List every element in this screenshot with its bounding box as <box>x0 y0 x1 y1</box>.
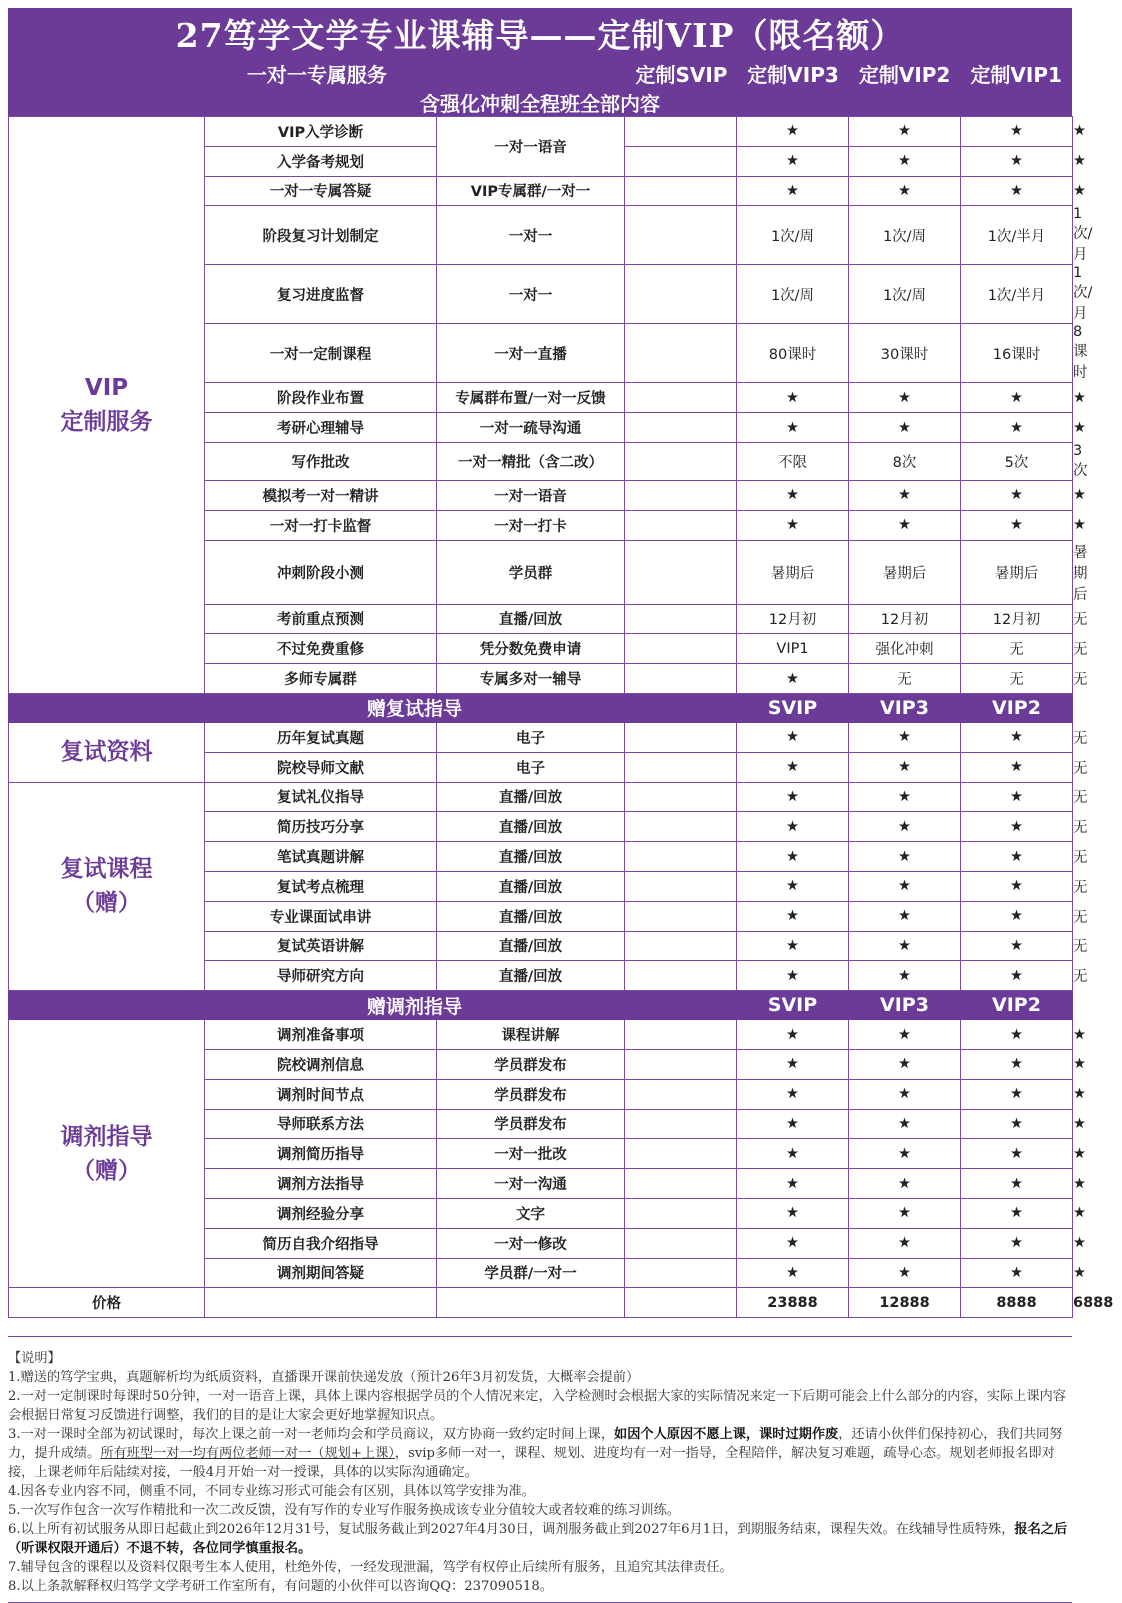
tier-vip3-header: 定制VIP3 <box>747 62 839 87</box>
delivery-mode: 直播/回放 <box>437 604 625 634</box>
table-row: 考研心理辅导 一对一疏导沟通 ★ ★ ★ ★ <box>9 413 1073 443</box>
tier-value: 12月初 <box>961 604 1073 634</box>
service-item: 不过免费重修 <box>205 634 437 664</box>
table-row: 不过免费重修 凭分数免费申请 VIP1 强化冲刺 无 无 <box>9 634 1073 664</box>
table-row: 调剂简历指导 一对一批改 ★ ★ ★ ★ <box>9 1139 1073 1169</box>
tier-value: ★ <box>849 1198 961 1228</box>
tier-svip-header: 定制SVIP <box>635 62 728 87</box>
blank-cell <box>437 1288 625 1318</box>
table-row: 调剂指导 （赠） 调剂准备事项 课程讲解 ★ ★ ★ ★ <box>9 1020 1073 1050</box>
table-row: 调剂经验分享 文字 ★ ★ ★ ★ <box>9 1198 1073 1228</box>
service-item: 阶段作业布置 <box>205 383 437 413</box>
tier-value: ★ <box>849 1079 961 1109</box>
blank-cell <box>625 510 737 540</box>
tier-value: ★ <box>849 722 961 752</box>
service-item: 阶段复习计划制定 <box>205 206 437 265</box>
category-line: （赠） <box>72 1157 141 1184</box>
note-item: 4.因各专业内容不同，侧重不同，不同专业练习形式可能会有区别，具体以笃学安排为准。 <box>8 1484 535 1500</box>
category-label <box>9 1020 205 1288</box>
tier-value: ★ <box>737 1109 849 1139</box>
delivery-mode: 一对一语音 <box>437 480 625 510</box>
table-row: 冲刺阶段小测 学员群 暑期后 暑期后 暑期后 暑期后 <box>9 540 1073 604</box>
delivery-mode: 学员群发布 <box>437 1079 625 1109</box>
tier-value: ★ <box>961 146 1073 176</box>
table-row: 调剂方法指导 一对一沟通 ★ ★ ★ ★ <box>9 1169 1073 1199</box>
delivery-mode: 直播/回放 <box>437 812 625 842</box>
tier-value: ★ <box>737 961 849 991</box>
category-line: （赠） <box>72 890 141 917</box>
tier-value: ★ <box>961 383 1073 413</box>
blank-cell <box>625 324 737 383</box>
delivery-mode: 电子 <box>437 722 625 752</box>
category-label <box>9 117 205 694</box>
note-item <box>8 1520 1072 1558</box>
note-text: 3.一对一课时全部为初试课时，每次上课之前一对一老师均会和学员商议，双方协商一致约定时间上课， <box>8 1427 615 1443</box>
band-tier-label: VIP3 <box>849 693 961 722</box>
tier-value: ★ <box>849 176 961 206</box>
tier-value: ★ <box>849 1109 961 1139</box>
note-emphasis: 报名之后（听课权限开通后）不退不转，各位同学慎重报名。 <box>8 1522 1068 1557</box>
note-text: ，还请小伙伴们保持初心，我们共同努力，提升成绩。 <box>8 1427 1063 1462</box>
service-item: 调剂方法指导 <box>205 1169 437 1199</box>
category-line: 复试资料 <box>60 739 153 766</box>
service-item: 笔试真题讲解 <box>205 842 437 872</box>
service-item: 复试考点梳理 <box>205 871 437 901</box>
pricing-sheet <box>8 8 1122 1603</box>
service-item: 调剂期间答疑 <box>205 1258 437 1288</box>
note-emphasis: 如因个人原因不愿上课，课时过期作废 <box>614 1427 839 1443</box>
delivery-mode: 一对一语音 <box>437 117 625 177</box>
tier-value: 5次 <box>961 442 1073 480</box>
tier-vip2-header: 定制VIP2 <box>858 62 951 87</box>
table-row: 写作批改 一对一精批（含二改） 不限 8次 5次 3次 <box>9 442 1073 480</box>
tier-value: ★ <box>849 1020 961 1050</box>
delivery-mode: VIP专属群/一对一 <box>437 176 625 206</box>
blank-cell <box>625 1109 737 1139</box>
band-tier-label: SVIP <box>737 991 849 1020</box>
delivery-mode: 一对一批改 <box>437 1139 625 1169</box>
table-row: 专业课面试串讲 直播/回放 ★ ★ ★ 无 <box>9 901 1073 931</box>
band-tier-label: VIP2 <box>961 693 1073 722</box>
table-row: 复试资料 历年复试真题 电子 ★ ★ ★ 无 <box>9 722 1073 752</box>
tier-value: ★ <box>737 117 849 147</box>
blank-cell <box>625 871 737 901</box>
blank-cell <box>625 1198 737 1228</box>
tier-value: ★ <box>737 383 849 413</box>
tier-value: ★ <box>961 1198 1073 1228</box>
tier-value: ★ <box>961 901 1073 931</box>
tier-value: ★ <box>737 1139 849 1169</box>
band-tier-label: VIP3 <box>849 991 961 1020</box>
category-line: 复试课程 <box>60 856 153 883</box>
tier-value: ★ <box>737 510 849 540</box>
delivery-mode: 学员群 <box>437 540 625 604</box>
note-item: 7.辅导包含的课程以及资料仅限考生本人使用，杜绝外传，一经发现泄漏，笃学有权停止后续所有服务，且追究其法律责任。 <box>8 1560 733 1576</box>
blank-cell <box>625 664 737 694</box>
tier-value: ★ <box>961 871 1073 901</box>
band-spacer <box>9 693 205 722</box>
price-row: 价格 23888 12888 8888 6888 <box>9 1288 1073 1318</box>
tier-value: ★ <box>849 383 961 413</box>
service-item: 复试礼仪指导 <box>205 782 437 812</box>
tier-value: ★ <box>961 117 1073 147</box>
note-item: 2.一对一定制课时每课时50分钟，一对一语音上课，具体上课内容根据学员的个人情况来定，入学检测时会根据大家的实际情况来定一下后期可能会上什么部分的内容，实际上课内容会根据日常复习反馈进行调整，我们的目的是让大家会更好地掌握知识点。 <box>8 1389 1066 1424</box>
delivery-mode: 直播/回放 <box>437 842 625 872</box>
section-band: 赠复试指导 SVIP VIP3 VIP2 VIP1 <box>9 693 1073 722</box>
table-row: 简历技巧分享 直播/回放 ★ ★ ★ 无 <box>9 812 1073 842</box>
table-row: 院校调剂信息 学员群发布 ★ ★ ★ ★ <box>9 1049 1073 1079</box>
service-item: 多师专属群 <box>205 664 437 694</box>
service-item: 调剂简历指导 <box>205 1139 437 1169</box>
tier-value: ★ <box>849 146 961 176</box>
tier-value: ★ <box>849 1228 961 1258</box>
tier-value: ★ <box>737 413 849 443</box>
price-value: 23888 <box>737 1288 849 1318</box>
blank-cell <box>625 1020 737 1050</box>
blank-cell <box>625 1049 737 1079</box>
tier-value: ★ <box>961 1079 1073 1109</box>
band-tier-label: SVIP <box>737 693 849 722</box>
delivery-mode: 一对一修改 <box>437 1228 625 1258</box>
delivery-mode: 直播/回放 <box>437 871 625 901</box>
table-row: 院校导师文献 电子 ★ ★ ★ 无 <box>9 752 1073 782</box>
tier-value: ★ <box>961 931 1073 961</box>
tier-value: 暑期后 <box>961 540 1073 604</box>
tier-value: ★ <box>961 842 1073 872</box>
table-row: 笔试真题讲解 直播/回放 ★ ★ ★ 无 <box>9 842 1073 872</box>
service-item: 写作批改 <box>205 442 437 480</box>
table-row: 复试考点梳理 直播/回放 ★ ★ ★ 无 <box>9 871 1073 901</box>
tier-value: 无 <box>961 664 1073 694</box>
tier-value: ★ <box>737 480 849 510</box>
tier-value: ★ <box>737 931 849 961</box>
blank-cell <box>625 176 737 206</box>
note-item: 8.以上条款解释权归笃学文学考研工作室所有，有问题的小伙伴可以咨询QQ：237090518。 <box>8 1579 553 1595</box>
tier-value: 1次/半月 <box>961 265 1073 324</box>
table-row: VIP 定制服务 VIP入学诊断 一对一语音 ★ ★ ★ ★ <box>9 117 1073 147</box>
delivery-mode: 学员群发布 <box>437 1049 625 1079</box>
tier-value: 无 <box>849 664 961 694</box>
delivery-mode: 文字 <box>437 1198 625 1228</box>
table-row: 多师专属群 专属多对一辅导 ★ 无 无 无 <box>9 664 1073 694</box>
tier-value: 暑期后 <box>737 540 849 604</box>
tier-value: ★ <box>849 842 961 872</box>
tier-value: 1次/周 <box>849 206 961 265</box>
tier-value: ★ <box>737 1049 849 1079</box>
blank-cell <box>625 1139 737 1169</box>
note-text: ，svip多师一对一，课程、规划、进度均有一对一指导，全程陪伴，解决复习难题，疏导心态。规划老师报名即对接，上课老师年后陆续对接，一般4月开始一对一授课，具体的以实际沟通确定。 <box>8 1446 1055 1481</box>
blank-cell <box>625 931 737 961</box>
band-label: 赠复试指导 <box>205 693 625 722</box>
service-item: 导师研究方向 <box>205 961 437 991</box>
blank-cell <box>205 1288 437 1318</box>
table-row: 阶段作业布置 专属群布置/一对一反馈 ★ ★ ★ ★ <box>9 383 1073 413</box>
service-item: 考研心理辅导 <box>205 413 437 443</box>
tier-value: 8次 <box>849 442 961 480</box>
service-item: 历年复试真题 <box>205 722 437 752</box>
service-item: 调剂时间节点 <box>205 1079 437 1109</box>
delivery-mode: 一对一 <box>437 265 625 324</box>
service-item: 冲刺阶段小测 <box>205 540 437 604</box>
tier-value: ★ <box>961 413 1073 443</box>
table-row: 一对一打卡监督 一对一打卡 ★ ★ ★ ★ <box>9 510 1073 540</box>
blank-cell <box>625 782 737 812</box>
service-item: 入学备考规划 <box>205 146 437 176</box>
notes-heading: 【说明】 <box>8 1351 61 1367</box>
blank-cell <box>625 265 737 324</box>
category-line: 定制服务 <box>60 408 153 435</box>
category-line: VIP <box>84 374 129 401</box>
tier-value: 12月初 <box>737 604 849 634</box>
service-item: 模拟考一对一精讲 <box>205 480 437 510</box>
blank-cell <box>625 383 737 413</box>
tier-value: ★ <box>737 1169 849 1199</box>
blank-cell <box>625 842 737 872</box>
note-item: 5.一次写作包含一次写作精批和一次二改反馈，没有写作的专业写作服务换成该专业分值较大或者较难的练习训练。 <box>8 1503 680 1519</box>
category-label <box>9 722 205 782</box>
table-row: 阶段复习计划制定 一对一 1次/周 1次/周 1次/半月 1次/月 <box>9 206 1073 265</box>
service-item: 考前重点预测 <box>205 604 437 634</box>
table-row: 模拟考一对一精讲 一对一语音 ★ ★ ★ ★ <box>9 480 1073 510</box>
band-spacer <box>9 991 205 1020</box>
note-underline: 所有班型一对一均有两位老师一对一（规划+上课） <box>100 1446 395 1462</box>
tier-value: ★ <box>961 1228 1073 1258</box>
tier-value: ★ <box>961 1169 1073 1199</box>
tier-value: 不限 <box>737 442 849 480</box>
delivery-mode: 直播/回放 <box>437 961 625 991</box>
terms-notes <box>8 1336 1072 1603</box>
tier-value: ★ <box>737 812 849 842</box>
price-value: 12888 <box>849 1288 961 1318</box>
page-title: 27笃学文学专业课辅导——定制VIP（限名额） <box>175 15 905 55</box>
service-item: 专业课面试串讲 <box>205 901 437 931</box>
note-item <box>8 1425 1072 1482</box>
tier-value: ★ <box>737 664 849 694</box>
delivery-mode: 直播/回放 <box>437 782 625 812</box>
service-label: 一对一专属服务 <box>246 62 387 87</box>
tier-value: ★ <box>737 871 849 901</box>
service-item: 一对一专属答疑 <box>205 176 437 206</box>
tier-value: 无 <box>961 634 1073 664</box>
tier-value: ★ <box>737 1020 849 1050</box>
tier-value: ★ <box>849 1139 961 1169</box>
delivery-mode: 一对一 <box>437 206 625 265</box>
table-row: 调剂期间答疑 学员群/一对一 ★ ★ ★ ★ <box>9 1258 1073 1288</box>
delivery-mode: 直播/回放 <box>437 931 625 961</box>
blank-cell <box>625 480 737 510</box>
tier-value: ★ <box>849 1049 961 1079</box>
tier-value: 暑期后 <box>849 540 961 604</box>
tier-value: ★ <box>849 931 961 961</box>
delivery-mode: 课程讲解 <box>437 1020 625 1050</box>
tier-value: ★ <box>849 117 961 147</box>
tier-value: ★ <box>737 1228 849 1258</box>
tier-value: ★ <box>961 812 1073 842</box>
category-line: 调剂指导 <box>60 1123 153 1150</box>
tier-value: ★ <box>849 961 961 991</box>
blank-cell <box>625 206 737 265</box>
service-item: 一对一打卡监督 <box>205 510 437 540</box>
category-label <box>9 782 205 991</box>
tier-value: ★ <box>849 480 961 510</box>
table-row: 简历自我介绍指导 一对一修改 ★ ★ ★ ★ <box>9 1228 1073 1258</box>
service-table <box>8 116 1122 1318</box>
blank-cell <box>625 901 737 931</box>
service-item: 导师联系方法 <box>205 1109 437 1139</box>
delivery-mode: 学员群发布 <box>437 1109 625 1139</box>
section-band: 赠调剂指导 SVIP VIP3 VIP2 VIP1 <box>9 991 1073 1020</box>
tier-value: 1次/周 <box>849 265 961 324</box>
price-value: 8888 <box>961 1288 1073 1318</box>
tier-value: ★ <box>961 1020 1073 1050</box>
tier-value: ★ <box>961 1258 1073 1288</box>
note-text: 6.以上所有初试服务从即日起截止到2026年12月31号，复试服务截止到2027年4月30日，调剂服务截止到2027年6月1日，到期服务结束，课程失效。在线辅导性质特殊， <box>8 1522 1015 1538</box>
tier-value: VIP1 <box>737 634 849 664</box>
blank-cell <box>625 1288 737 1318</box>
tier-value: ★ <box>961 961 1073 991</box>
tier-value: ★ <box>961 510 1073 540</box>
blank-cell <box>625 442 737 480</box>
tier-value: 1次/周 <box>737 206 849 265</box>
table-row: 考前重点预测 直播/回放 12月初 12月初 12月初 无 <box>9 604 1073 634</box>
table-row: 调剂时间节点 学员群发布 ★ ★ ★ ★ <box>9 1079 1073 1109</box>
tier-value: ★ <box>961 1109 1073 1139</box>
table-row: 一对一定制课程 一对一直播 80课时 30课时 16课时 8课时 <box>9 324 1073 383</box>
table-row: 入学备考规划 ★ ★ ★ ★ <box>9 146 1073 176</box>
service-item: 调剂经验分享 <box>205 1198 437 1228</box>
tier-value: 80课时 <box>737 324 849 383</box>
tier-value: 1次/周 <box>737 265 849 324</box>
table-row: 复试课程 （赠） 复试礼仪指导 直播/回放 ★ ★ ★ 无 <box>9 782 1073 812</box>
tier-value: ★ <box>961 752 1073 782</box>
tier-value: ★ <box>849 510 961 540</box>
tier-value: ★ <box>961 782 1073 812</box>
blank-cell <box>625 146 737 176</box>
tier-value: ★ <box>849 871 961 901</box>
delivery-mode: 电子 <box>437 752 625 782</box>
tier-value: ★ <box>737 901 849 931</box>
delivery-mode: 一对一疏导沟通 <box>437 413 625 443</box>
table-row: 一对一专属答疑 VIP专属群/一对一 ★ ★ ★ ★ <box>9 176 1073 206</box>
tier-value: ★ <box>961 176 1073 206</box>
delivery-mode: 学员群/一对一 <box>437 1258 625 1288</box>
blank-cell <box>625 961 737 991</box>
tier-value: 12月初 <box>849 604 961 634</box>
tier-value: ★ <box>737 176 849 206</box>
tier-value: ★ <box>737 722 849 752</box>
service-item: 院校调剂信息 <box>205 1049 437 1079</box>
tier-value: ★ <box>737 842 849 872</box>
delivery-mode: 直播/回放 <box>437 901 625 931</box>
blank-cell <box>625 117 737 147</box>
blank-cell <box>625 413 737 443</box>
tier-value: ★ <box>737 146 849 176</box>
tier-value: ★ <box>737 782 849 812</box>
table-row: 导师联系方法 学员群发布 ★ ★ ★ ★ <box>9 1109 1073 1139</box>
band-spacer <box>625 693 737 722</box>
table-row: 复习进度监督 一对一 1次/周 1次/周 1次/半月 1次/月 <box>9 265 1073 324</box>
blank-cell <box>625 1258 737 1288</box>
tier-value: ★ <box>961 480 1073 510</box>
note-item: 1.赠送的笃学宝典，真题解析均为纸质资料，直播课开课前快递发放（预计26年3月初发货，大概率会提前） <box>8 1370 640 1386</box>
price-label: 价格 <box>9 1288 205 1318</box>
tier-value: ★ <box>849 1258 961 1288</box>
blank-cell <box>625 634 737 664</box>
service-item: 调剂准备事项 <box>205 1020 437 1050</box>
delivery-mode: 专属群布置/一对一反馈 <box>437 383 625 413</box>
delivery-mode: 一对一沟通 <box>437 1169 625 1199</box>
blank-cell <box>625 1079 737 1109</box>
tier-value: ★ <box>737 1079 849 1109</box>
includes-note: 含强化冲刺全程班全部内容 <box>420 91 660 116</box>
service-item: 院校导师文献 <box>205 752 437 782</box>
table-header <box>8 8 1072 116</box>
delivery-mode: 一对一打卡 <box>437 510 625 540</box>
service-item: 复试英语讲解 <box>205 931 437 961</box>
blank-cell <box>625 812 737 842</box>
tier-value: 强化冲刺 <box>849 634 961 664</box>
delivery-mode: 一对一精批（含二改） <box>437 442 625 480</box>
blank-cell <box>625 1169 737 1199</box>
tier-value: ★ <box>961 722 1073 752</box>
table-row: 导师研究方向 直播/回放 ★ ★ ★ 无 <box>9 961 1073 991</box>
tier-value: ★ <box>737 1258 849 1288</box>
tier-value: ★ <box>849 752 961 782</box>
tier-value: ★ <box>849 782 961 812</box>
delivery-mode: 一对一直播 <box>437 324 625 383</box>
delivery-mode: 专属多对一辅导 <box>437 664 625 694</box>
tier-value: ★ <box>737 752 849 782</box>
delivery-mode: 凭分数免费申请 <box>437 634 625 664</box>
blank-cell <box>625 1228 737 1258</box>
service-item: 复习进度监督 <box>205 265 437 324</box>
tier-value: ★ <box>849 413 961 443</box>
service-item: 一对一定制课程 <box>205 324 437 383</box>
tier-value: ★ <box>849 901 961 931</box>
blank-cell <box>625 722 737 752</box>
band-label: 赠调剂指导 <box>205 991 625 1020</box>
blank-cell <box>625 604 737 634</box>
tier-value: ★ <box>849 812 961 842</box>
band-tier-label: VIP2 <box>961 991 1073 1020</box>
tier-value: ★ <box>849 1169 961 1199</box>
blank-cell <box>625 752 737 782</box>
service-item: 简历技巧分享 <box>205 812 437 842</box>
blank-cell <box>625 540 737 604</box>
tier-value: ★ <box>737 1198 849 1228</box>
service-item: VIP入学诊断 <box>205 117 437 147</box>
tier-value: ★ <box>961 1049 1073 1079</box>
table-row: 复试英语讲解 直播/回放 ★ ★ ★ 无 <box>9 931 1073 961</box>
tier-value: ★ <box>961 1139 1073 1169</box>
service-item: 简历自我介绍指导 <box>205 1228 437 1258</box>
tier-value: 1次/半月 <box>961 206 1073 265</box>
tier-vip1-header: 定制VIP1 <box>970 62 1062 87</box>
band-spacer <box>625 991 737 1020</box>
tier-value: 30课时 <box>849 324 961 383</box>
tier-value: 16课时 <box>961 324 1073 383</box>
tier-header-row <box>8 58 1072 88</box>
